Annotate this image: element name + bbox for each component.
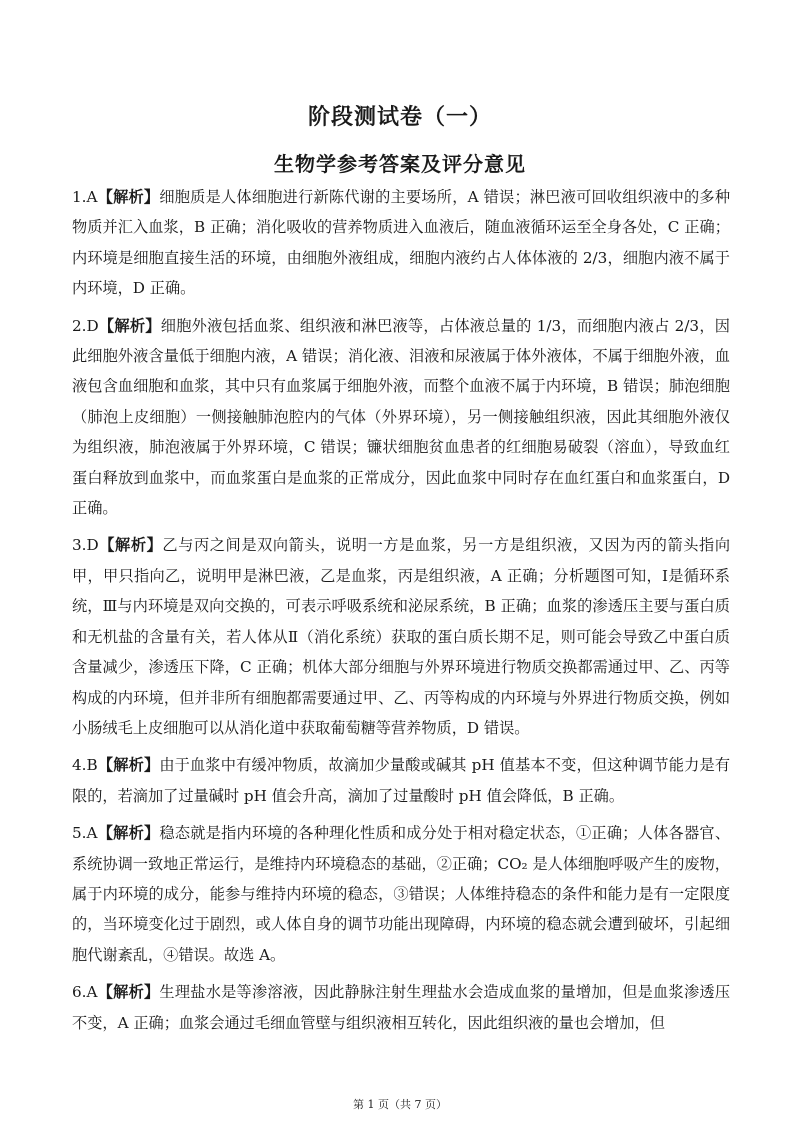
- answer-text: 细胞外液包括血浆、组织液和淋巴液等，占体液总量的 1/3，而细胞内液占 2/3，因此细胞外液含量低于细胞内液，A 错误；消化液、泪液和尿液属于体外液体，不属于细胞外液，血液包含血细胞和血浆，其中只有血浆属于细胞外液，而整个血液不属于内环境，B 错误；肺泡细胞（肺泡上皮细胞）一侧接触肺泡腔内的气体（外界环境），另一侧接触组织液，因此其细胞外液仅为组织液，肺泡液属于外界环境，C 错误；镰状细胞贫血患者的红细胞易破裂（溶血），导致血红蛋白释放到血浆中，而血浆蛋白是血浆的正常成分，因此血浆中同时存在血红蛋白和血浆蛋白，D 正确。: [72, 316, 730, 518]
- analysis-tag: 【解析】: [97, 983, 160, 1002]
- answer-number: 1.A: [72, 188, 98, 206]
- answer-item-5: [72, 818, 730, 970]
- answer-text: 由于血浆中有缓冲物质，故滴加少量酸或碱其 pH 值基本不变，但这种调节能力是有限的，若滴加了过量碱时 pH 值会升高，滴加了过量酸时 pH 值会降低，B 正确。: [72, 756, 731, 805]
- answer-text: 乙与丙之间是双向箭头，说明一方是血浆，另一方是组织液，又因为丙的箭头指向甲，甲只指向乙，说明甲是淋巴液，乙是血浆，丙是组织液，A 正确；分析题图可知，Ⅰ是循环系统，Ⅲ与内环境是双向交换的，可表示呼吸系统和泌尿系统，B 正确；血浆的渗透压主要与蛋白质和无机盐的含量有关，若人体从Ⅱ（消化系统）获取的蛋白质长期不足，则可能会导致乙中蛋白质含量减少，渗透压下降，C 正确；机体大部分细胞与外界环境进行物质交换都需通过甲、乙、丙等构成的内环境，但并非所有细胞都需要通过甲、乙、丙等构成的内环境与外界进行物质交换，例如小肠绒毛上皮细胞可以从消化道中获取葡萄糖等营养物质，D 错误。: [72, 536, 731, 737]
- answer-number: 4.B: [72, 756, 98, 775]
- answer-item-3: [72, 530, 730, 743]
- answer-item-1: [72, 182, 730, 304]
- answer-number: 2.D: [72, 316, 99, 335]
- answer-item-2: [72, 311, 730, 524]
- analysis-tag: 【解析】: [97, 824, 160, 843]
- answer-item-4: [72, 750, 730, 811]
- analysis-tag: 【解析】: [97, 188, 160, 206]
- answer-number: 3.D: [72, 536, 99, 555]
- answer-item-6: [72, 977, 730, 1038]
- answer-text: 细胞质是人体细胞进行新陈代谢的主要场所，A 错误；淋巴液可回收组织液中的多种物质并汇入血浆，B 正确；消化吸收的营养物质进入血液后，随血液循环运至全身各处，C 正确；内环境是细胞直接生活的环境，由细胞外液组成，细胞内液约占人体体液的 2/3，细胞内液不属于内环境，D 正确。: [72, 188, 731, 298]
- analysis-tag: 【解析】: [98, 536, 163, 555]
- page-subtitle: 生物学参考答案及评分意见: [274, 152, 526, 176]
- answer-number: 6.A: [72, 983, 98, 1002]
- answer-text: 生理盐水是等渗溶液，因此静脉注射生理盐水会造成血浆的量增加，但是血浆渗透压不变，A 正确；血浆会通过毛细血管壁与组织液相互转化，因此组织液的量也会增加，但: [72, 983, 731, 1032]
- page-footer: 第 1 页（共 7 页）: [353, 1098, 447, 1111]
- page-title: 阶段测试卷（一）: [307, 104, 492, 130]
- analysis-tag: 【解析】: [97, 756, 160, 775]
- answer-list: [72, 182, 730, 1045]
- answer-number: 5.A: [72, 824, 98, 843]
- analysis-tag: 【解析】: [98, 316, 161, 335]
- answer-text: 稳态就是指内环境的各种理化性质和成分处于相对稳定状态，①正确；人体各器官、系统协调一致地正常运行，是维持内环境稳态的基础，②正确；CO₂ 是人体细胞呼吸产生的废物，属于内环境的成分，能参与维持内环境的稳态，③错误；人体维持稳态的条件和能力是有一定限度的，当环境变化过于剧烈，或人体自身的调节功能出现障碍，内环境的稳态就会遭到破坏，引起细胞代谢紊乱，④错误。故选 A。: [72, 824, 731, 964]
